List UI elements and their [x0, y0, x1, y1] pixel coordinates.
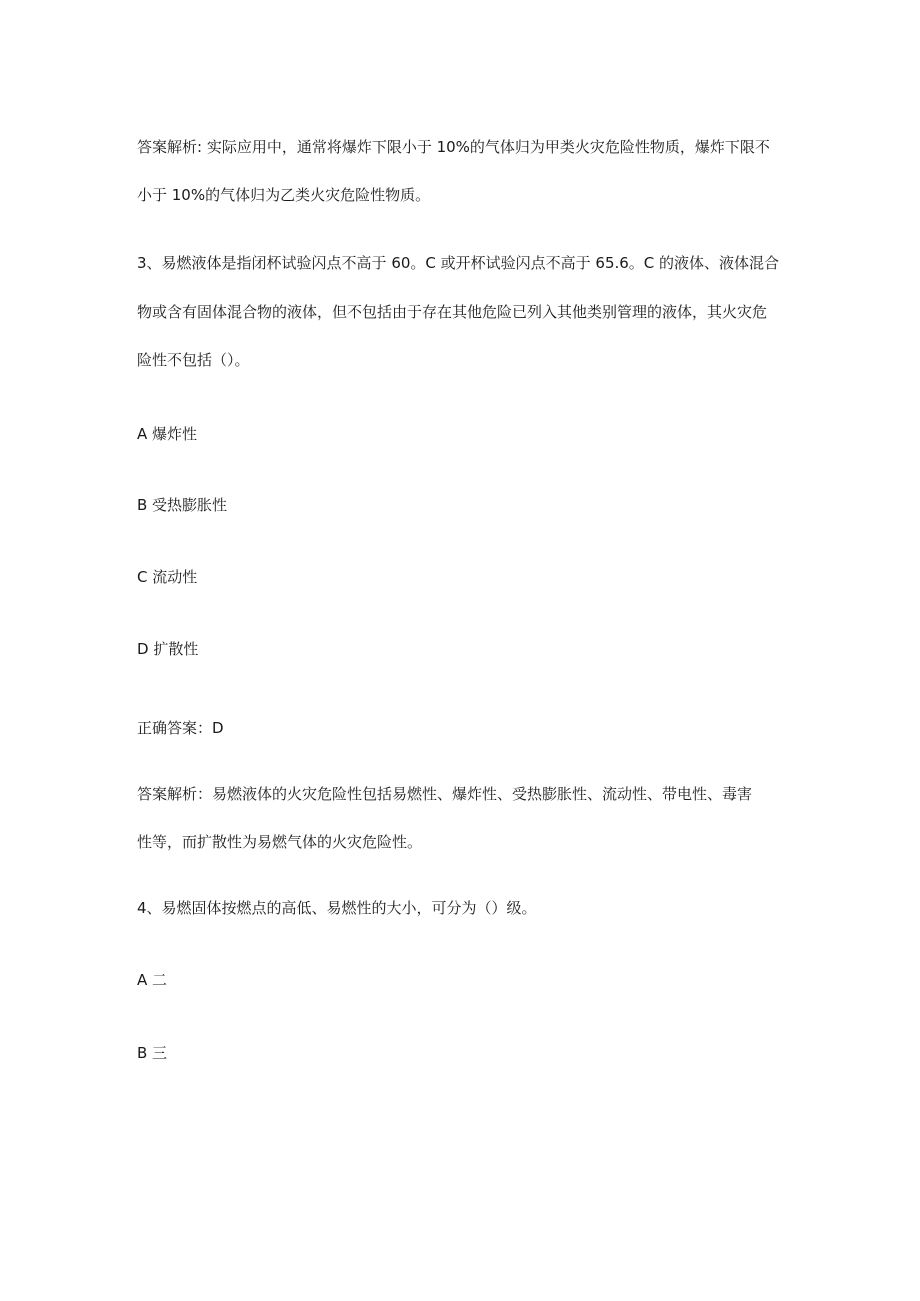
q3-stem-line-3: 险性不包括（）。: [137, 351, 250, 369]
q3-correct-answer: 正确答案：D: [137, 719, 224, 737]
q3-explanation-line-1: 答案解析：易燃液体的火灾危险性包括易燃性、爆炸性、受热膨胀性、流动性、带电性、毒害: [137, 785, 753, 803]
q3-option-b: B 受热膨胀性: [137, 496, 228, 514]
q3-option-a: A 爆炸性: [137, 425, 198, 443]
q4-option-a: A 二: [137, 971, 168, 989]
q3-stem-line-1: 3、易燃液体是指闭杯试验闪点不高于 60。C 或开杯试验闪点不高于 65.6。C 的液体、液体混合: [137, 254, 780, 272]
q3-explanation-line-2: 性等，而扩散性为易燃气体的火灾危险性。: [137, 833, 423, 851]
q4-stem: 4、易燃固体按燃点的高低、易燃性的大小，可分为（）级。: [137, 899, 537, 917]
q3-option-c: C 流动性: [137, 568, 198, 586]
q2-explanation-line-1: 答案解析: 实际应用中，通常将爆炸下限小于 10%的气体归为甲类火灾危险性物质，爆炸下限不: [137, 138, 770, 156]
q3-stem-line-2: 物或含有固体混合物的液体，但不包括由于存在其他危险已列入其他类别管理的液体，其火灾危: [137, 303, 768, 321]
q4-option-b: B 三: [137, 1044, 168, 1062]
q2-explanation-line-2: 小于 10%的气体归为乙类火灾危险性物质。: [137, 186, 431, 204]
q3-option-d: D 扩散性: [137, 640, 199, 658]
